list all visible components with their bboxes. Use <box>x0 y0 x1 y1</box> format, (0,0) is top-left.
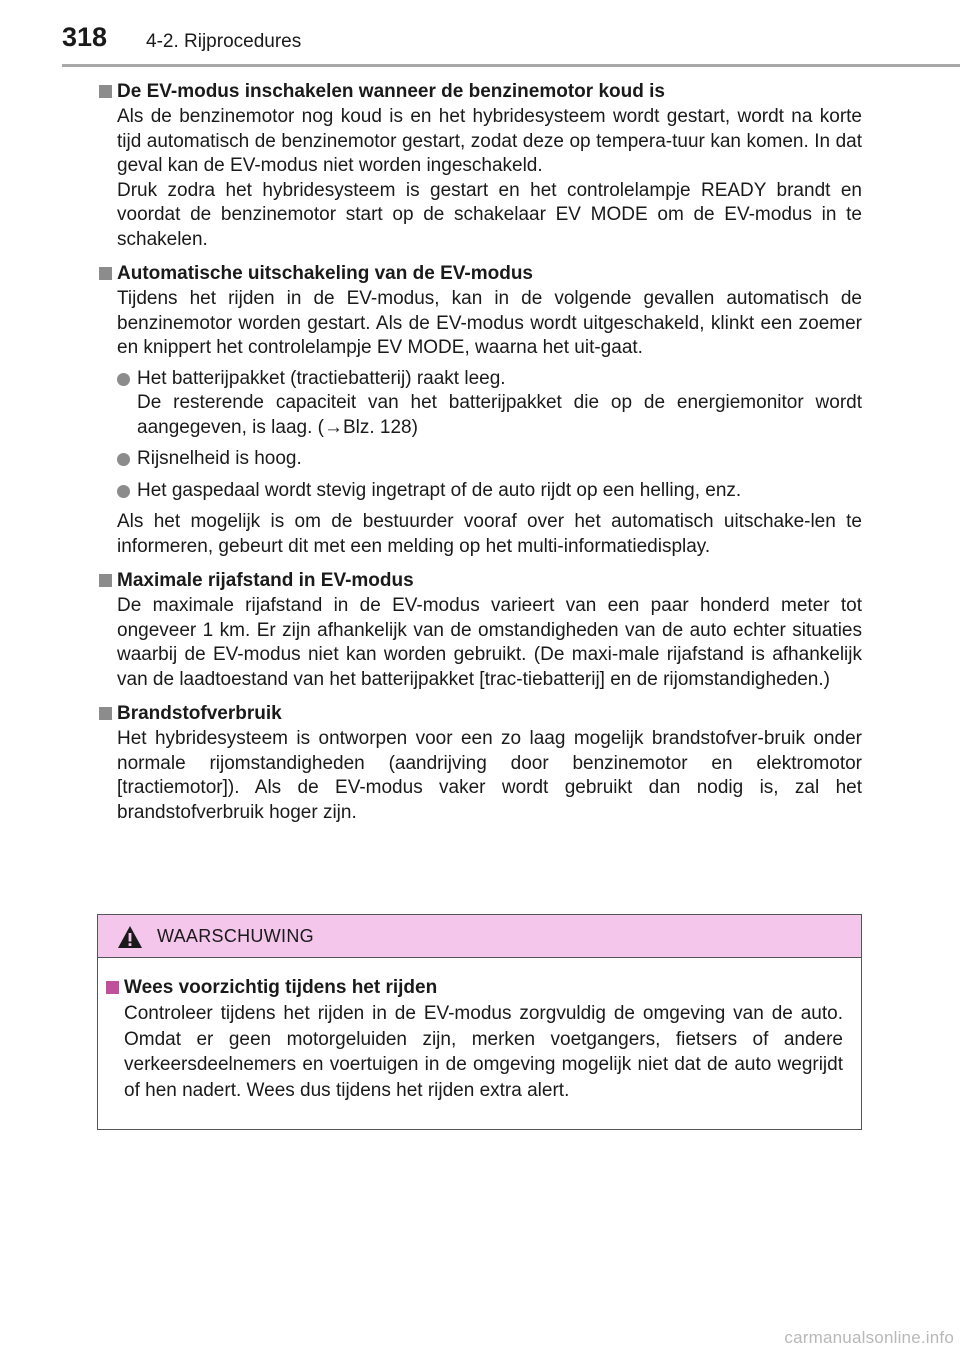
warning-triangle-icon <box>117 925 143 949</box>
paragraph: Als de benzinemotor nog koud is en het hybridesysteem wordt gestart, wordt na korte tijd automatisch de benzinemotor gestart, zodat deze op tempera-tuur kan komen. In dat geval kan de EV-modus niet worden ingeschakeld. <box>117 106 862 176</box>
square-bullet-icon <box>99 267 112 280</box>
square-bullet-icon <box>106 981 119 994</box>
square-bullet-icon <box>99 707 112 720</box>
section-auto-disable <box>97 260 862 559</box>
square-bullet-icon <box>99 574 112 587</box>
warning-header <box>98 915 861 958</box>
section-fuel-consumption <box>97 700 862 825</box>
warning-text: Controleer tijdens het rijden in de EV-modus zorgvuldig de omgeving van de auto. Omdat er geen motorgeluiden zijn, merken voetgangers, fietsers of andere verkeersdeelnemers en voertuigen in de omgeving mogelijk niet dat de auto wegrijdt of hen nadert. Wees dus tijdens het rijden extra alert. <box>124 1003 843 1101</box>
chapter-title: 4-2. Rijprocedures <box>146 31 302 52</box>
bullet-lead: Het batterijpakket (tractiebatterij) raakt leeg. <box>137 367 506 389</box>
paragraph: Het hybridesysteem is ontworpen voor een zo laag mogelijk brandstofver-bruik onder normale rijomstandigheden (aandrijving door benzinemotor en elektromotor [tractiemotor]). Als de EV-modus vaker wordt gebruikt dan nodig is, zal het brandstofverbruik hoger zijn. <box>117 728 862 823</box>
paragraph: De maximale rijafstand in de EV-modus varieert van een paar honderd meter tot ongeveer 1 km. Er zijn afhankelijk van de omstandigheden van de auto echter situaties waarbij de EV-modus niet kan worden gebruikt. (De maxi-male rijafstand is afhankelijk van de laadtoestand van het batterijpakket [trac-tiebatterij] en de rijomstandigheden.) <box>117 595 862 690</box>
bullet-lead: Rijsnelheid is hoog. <box>137 448 302 469</box>
watermark: carmanualsonline.info <box>784 1328 954 1347</box>
section-title: Brandstofverbruik <box>117 703 282 724</box>
section-title: De EV-modus inschakelen wanneer de benzinemotor koud is <box>117 81 665 102</box>
warning-box <box>97 914 862 1130</box>
warning-title: Wees voorzichtig tijdens het rijden <box>124 977 438 998</box>
page-header <box>62 22 882 62</box>
round-bullet-icon <box>117 453 130 466</box>
warning-label: WAARSCHUWING <box>157 926 314 946</box>
paragraph: Tijdens het rijden in de EV-modus, kan in de volgende gevallen automatisch de benzinemotor worden gestart. Als de EV-modus wordt uitgeschakeld, klinkt een zoemer en knippert het controlelampje EV MODE, waarna het uit-gaat. <box>117 288 862 358</box>
bullet-list <box>117 367 862 504</box>
list-item <box>117 367 862 441</box>
list-item <box>117 479 862 504</box>
paragraph: Als het mogelijk is om de bestuurder vooraf over het automatisch uitschake-len te informeren, gebeurt dit met een melding op het multi-informatiedisplay. <box>117 511 862 557</box>
header-rule <box>62 64 960 67</box>
round-bullet-icon <box>117 485 130 498</box>
section-title: Maximale rijafstand in EV-modus <box>117 570 414 591</box>
bullet-lead: Het gaspedaal wordt stevig ingetrapt of de auto rijdt op een helling, enz. <box>137 479 742 501</box>
page-number: 318 <box>62 22 108 52</box>
main-content <box>97 78 862 833</box>
list-item <box>117 447 862 472</box>
paragraph: Druk zodra het hybridesysteem is gestart en het controlelampje READY brandt en voordat de benzinemotor start op de schakelaar EV MODE om de EV-modus in te schakelen. <box>117 179 862 250</box>
bullet-detail: De resterende capaciteit van het batterijpakket die op de energiemonitor wordt aangegeven, is laag. (→Blz. 128) <box>137 392 862 438</box>
section-title: Automatische uitschakeling van de EV-modus <box>117 263 533 284</box>
section-ev-cold-engine <box>97 78 862 252</box>
section-max-range <box>97 567 862 692</box>
square-bullet-icon <box>99 85 112 98</box>
round-bullet-icon <box>117 373 130 386</box>
